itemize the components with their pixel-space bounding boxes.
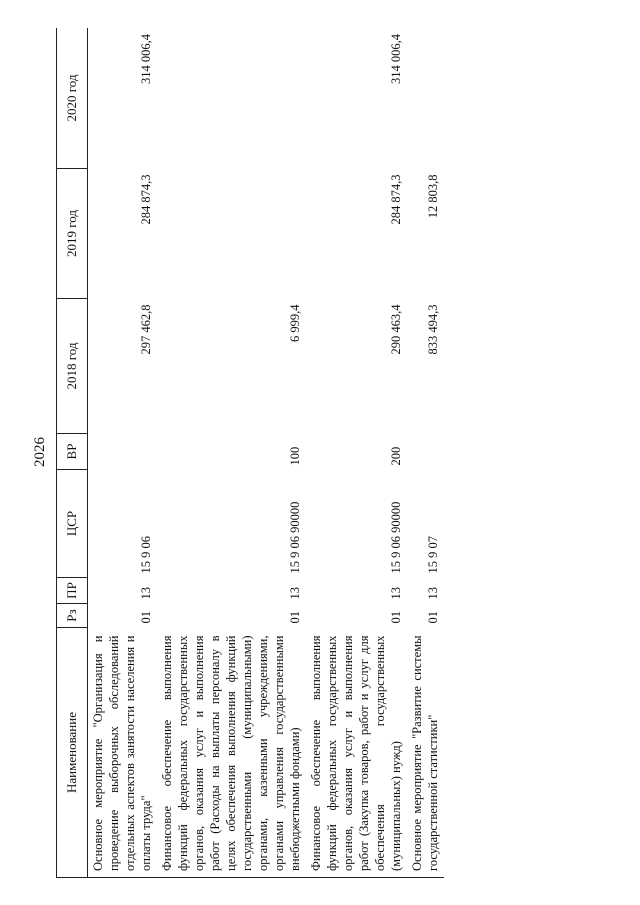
row-2020: 314 006,4	[306, 28, 407, 169]
row-csr: 15 9 06 90000	[389, 501, 403, 574]
table-row	[157, 28, 306, 878]
row-2019: 284 874,3	[139, 174, 153, 225]
row-name: Основное мероприятие "Развитие системы государственной статистики"	[407, 628, 444, 878]
row-2020	[407, 28, 444, 169]
row-csr: 15 9 06 90000	[288, 501, 302, 574]
row-pr: 13	[288, 587, 302, 600]
row-vr: 100	[288, 446, 302, 466]
row-2019	[157, 169, 306, 299]
header-pr: ПР	[57, 578, 88, 604]
row-pr: 13	[139, 587, 153, 600]
row-2018: 290 463,4	[389, 304, 403, 355]
row-vr: 200	[389, 446, 403, 466]
row-2018: 297 462,8	[139, 304, 153, 355]
row-name: Основное мероприятие "Организация и проведение выборочных обследований отдельных аспектов занятости населения и оплаты труда"	[88, 628, 158, 878]
row-name: Финансовое обеспечение выполнения функций федеральных государственных органов, оказания услуг и выполнения работ (Расходы на выплаты персоналу в целях обеспечения выполнения функций государственными (муниципальными) органами, казенными учреждениями, органами управления государственными внебюджетными фондами)	[157, 628, 306, 878]
row-csr: 15 9 06	[139, 536, 153, 574]
row-rz: 01	[288, 611, 302, 624]
row-2019: 284 874,3	[389, 174, 403, 225]
row-2020	[157, 28, 306, 169]
budget-table	[56, 28, 444, 878]
table-row	[407, 28, 444, 878]
page-number: 2026	[32, 437, 48, 467]
row-2018: 833 494,3	[426, 304, 440, 355]
table-header-row	[57, 28, 88, 878]
row-rz: 01	[139, 611, 153, 624]
row-name: Финансовое обеспечение выполнения функций федеральных государственных органов, оказания услуг и выполнения работ (Закупка товаров, работ и услуг для обеспечения государственных (муниципальных) нужд)	[306, 628, 407, 878]
header-vr: ВР	[57, 434, 88, 470]
table-row	[306, 28, 407, 878]
header-csr: ЦСР	[57, 470, 88, 578]
row-rz: 01	[389, 611, 403, 624]
row-vr	[407, 434, 444, 470]
header-2018: 2018 год	[57, 299, 88, 434]
header-2019: 2019 год	[57, 169, 88, 299]
row-pr: 13	[426, 587, 440, 600]
row-rz: 01	[426, 611, 440, 624]
table-row	[88, 28, 158, 878]
header-2020: 2020 год	[57, 28, 88, 169]
header-name: Наименование	[57, 628, 88, 878]
row-vr	[88, 434, 158, 470]
budget-table-landscape	[56, 28, 614, 878]
row-csr: 15 9 07	[426, 536, 440, 574]
rotated-table-frame	[56, 28, 614, 878]
row-2018: 6 999,4	[288, 304, 302, 342]
row-2020: 314 006,4	[88, 28, 158, 169]
row-2019: 12 803,8	[426, 174, 440, 219]
row-pr: 13	[389, 587, 403, 600]
header-rz: Рз	[57, 604, 88, 628]
